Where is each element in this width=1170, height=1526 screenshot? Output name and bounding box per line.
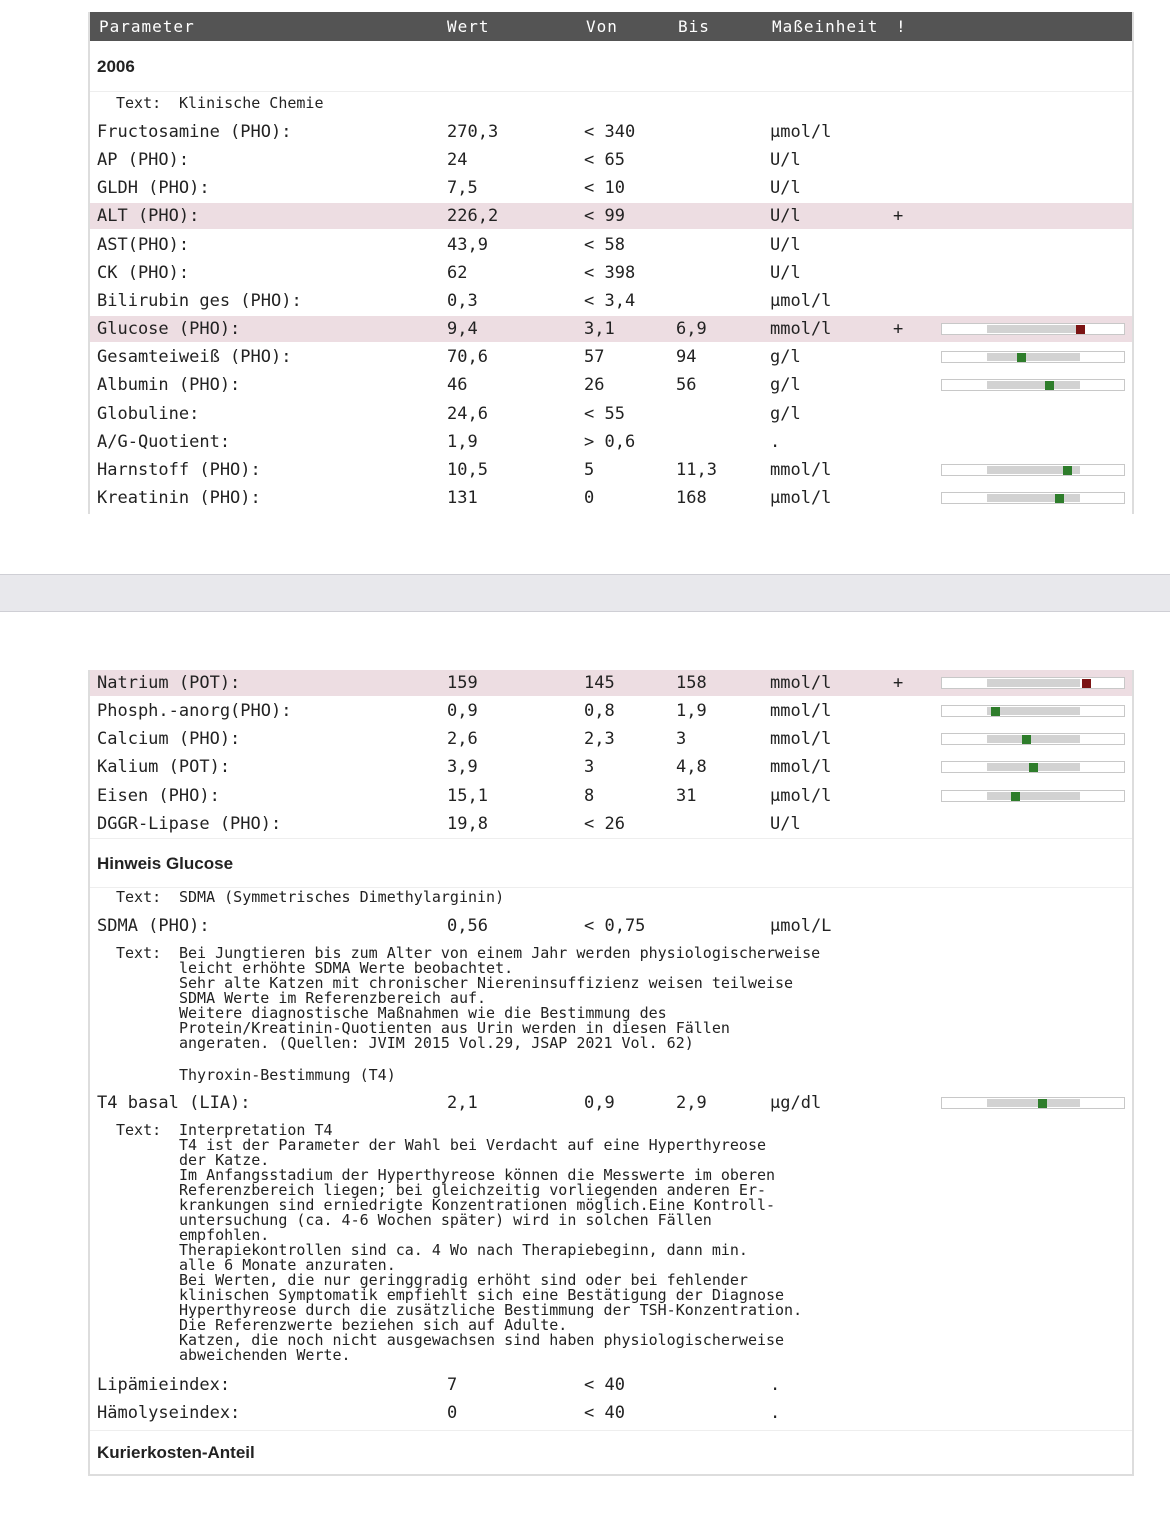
text-line: Protein/Kreatinin-Quotienten aus Urin werden in diesen Fällen bbox=[179, 1019, 730, 1037]
text-klinische-chemie: Text: Klinische Chemie bbox=[116, 94, 324, 112]
top-panel bbox=[88, 12, 1134, 514]
text-line: abweichenden Werte. bbox=[179, 1346, 351, 1364]
param-name: AP (PHO): bbox=[97, 150, 190, 171]
range-bar bbox=[941, 733, 1125, 745]
text-line: Therapiekontrollen sind ca. 4 Wo nach Therapiebeginn, dann min. bbox=[179, 1241, 748, 1259]
table-row bbox=[90, 811, 1132, 837]
table-header bbox=[90, 12, 1132, 41]
param-name: CK (PHO): bbox=[97, 262, 190, 283]
param-name: GLDH (PHO): bbox=[97, 178, 210, 199]
text-t4-note: Text: Interpretation T4 T4 ist der Parameter der Wahl bei Verdacht auf eine Hyperthyreose der Katze. Im Anfangsstadium der Hyperthyreose können die Messwerte im oberen Referenzbereich liegen; bei gleichzeitig vorliegenden anderen Er- krankungen sind erniedrigte Konzentrationen möglich.Eine Kontroll- untersuchung (ca. 4-6 Wochen später) wird in solchen Fällen empfohlen. Therapiekontrollen sind ca. 4 Wo nach Therapiebeginn, dann min. alle 6 Monate anzuraten. Bei Werten, die nur geringgradig erhöht sind oder bei fehlender klinischen Symptomatik empfiehlt sich eine Bestätigung der Diagnose Hyperthyreose durch die zusätzliche Bestimmung der TSH-Konzentration. Die Referenzwerte beziehen sich auf Adulte. Katzen, die noch nicht ausgewachsen sind haben physiologischerweise abweichenden Werte. bbox=[116, 1121, 803, 1364]
param-unit: µg/dl bbox=[770, 1093, 822, 1113]
param-name: Kreatinin (PHO): bbox=[97, 487, 261, 508]
param-flag: + bbox=[893, 319, 904, 340]
range-bar-marker bbox=[1038, 1099, 1047, 1108]
bottom-panel bbox=[88, 670, 1134, 1476]
param-von: 2,3 bbox=[584, 729, 615, 750]
param-value: 2,1 bbox=[447, 1093, 478, 1113]
param-name: Kalium (POT): bbox=[97, 757, 231, 778]
text-line: krankungen sind erniedrigte Konzentrationen möglich.Eine Kontroll- bbox=[179, 1196, 776, 1214]
table-row bbox=[90, 670, 1132, 696]
param-unit: mmol/l bbox=[770, 701, 832, 722]
param-value: 9,4 bbox=[447, 319, 478, 340]
param-unit: . bbox=[770, 1375, 781, 1395]
text-line: Weitere diagnostische Maßnahmen wie die Bestimmung des bbox=[179, 1004, 667, 1022]
range-bar-reference bbox=[987, 494, 1080, 502]
range-bar-reference bbox=[987, 679, 1080, 687]
param-name: Gesamteiweiß (PHO): bbox=[97, 347, 292, 368]
range-bar-marker bbox=[1076, 325, 1085, 334]
text-line: Im Anfangsstadium der Hyperthyreose können die Messwerte im oberen bbox=[179, 1166, 776, 1184]
table-row bbox=[90, 726, 1132, 752]
param-von: < 65 bbox=[584, 150, 625, 171]
table-row bbox=[90, 754, 1132, 780]
text-line: Bei Jungtieren bis zum Alter von einem Jahr werden physiologischerweise bbox=[179, 944, 821, 962]
param-unit: g/l bbox=[770, 403, 801, 424]
param-name: Harnstoff (PHO): bbox=[97, 459, 261, 480]
param-value: 62 bbox=[447, 262, 468, 283]
param-von: < 340 bbox=[584, 122, 636, 142]
param-von: 3 bbox=[584, 757, 595, 778]
param-bis: 168 bbox=[676, 487, 707, 508]
param-name: DGGR-Lipase (PHO): bbox=[97, 813, 282, 834]
param-bis: 1,9 bbox=[676, 701, 707, 722]
param-value: 131 bbox=[447, 487, 478, 508]
param-value: 1,9 bbox=[447, 431, 478, 452]
table-row bbox=[90, 316, 1132, 342]
table-row bbox=[90, 1400, 1132, 1426]
param-von: < 3,4 bbox=[584, 290, 636, 311]
table-row bbox=[90, 119, 1132, 145]
param-unit: U/l bbox=[770, 234, 801, 255]
range-bar-marker bbox=[1082, 679, 1091, 688]
text-sdma-note: Text: Bei Jungtieren bis zum Alter von einem Jahr werden physiologischerweise leicht erhöhte SDMA Werte beobachtet. Sehr alte Katzen mit chronischer Niereninsuffizienz weisen teilweise SDMA Werte im Referenzbereich auf. Weitere diagnostische Maßnahmen wie die Bestimmung des Protein/Kreatinin-Quotienten aus Urin werden in diesen Fällen angeraten. (Quellen: JVIM 2015 Vol.29, JSAP 2021 Vol. 62) bbox=[116, 944, 821, 1052]
param-name: Lipämieindex: bbox=[97, 1375, 231, 1395]
param-unit: µmol/l bbox=[770, 122, 832, 142]
table-row bbox=[90, 1090, 1132, 1116]
text-line: Interpretation T4 bbox=[179, 1121, 333, 1139]
param-unit: g/l bbox=[770, 347, 801, 368]
param-value: 0,3 bbox=[447, 290, 478, 311]
col-einheit: Maßeinheit bbox=[772, 17, 879, 36]
param-value: 7,5 bbox=[447, 178, 478, 199]
param-bis: 2,9 bbox=[676, 1093, 707, 1113]
param-unit: U/l bbox=[770, 262, 801, 283]
param-von: < 40 bbox=[584, 1375, 625, 1395]
param-value: 24 bbox=[447, 150, 468, 171]
range-bar-reference bbox=[987, 1099, 1080, 1107]
param-name: Hämolyseindex: bbox=[97, 1403, 241, 1423]
table-row bbox=[90, 232, 1132, 258]
param-unit: g/l bbox=[770, 375, 801, 396]
scroll-separator bbox=[0, 574, 1170, 612]
param-von: 5 bbox=[584, 459, 595, 480]
range-bar-marker bbox=[1055, 494, 1064, 503]
range-bar-reference bbox=[987, 353, 1080, 361]
col-von: Von bbox=[586, 17, 618, 36]
range-bar-reference bbox=[987, 381, 1080, 389]
range-bar bbox=[941, 1097, 1125, 1109]
param-unit: U/l bbox=[770, 206, 801, 227]
range-bar bbox=[941, 492, 1125, 504]
param-bis: 3 bbox=[676, 729, 687, 750]
param-von: 3,1 bbox=[584, 319, 615, 340]
param-value: 43,9 bbox=[447, 234, 488, 255]
table-row bbox=[90, 1372, 1132, 1398]
param-von: < 40 bbox=[584, 1403, 625, 1423]
table-row bbox=[90, 147, 1132, 173]
table-row bbox=[90, 485, 1132, 511]
param-value: 226,2 bbox=[447, 206, 499, 227]
table-row bbox=[90, 260, 1132, 286]
table-row bbox=[90, 344, 1132, 370]
param-bis: 31 bbox=[676, 785, 697, 806]
table-row bbox=[90, 288, 1132, 314]
param-unit: U/l bbox=[770, 813, 801, 834]
param-von: 57 bbox=[584, 347, 605, 368]
table-row bbox=[90, 457, 1132, 483]
param-value: 19,8 bbox=[447, 813, 488, 834]
param-value: 0 bbox=[447, 1403, 458, 1423]
text-line: Hyperthyreose durch die zusätzliche Bestimmung der TSH-Konzentration. bbox=[179, 1301, 803, 1319]
param-name: T4 basal (LIA): bbox=[97, 1093, 251, 1113]
range-bar bbox=[941, 464, 1125, 476]
param-value: 24,6 bbox=[447, 403, 488, 424]
param-unit: U/l bbox=[770, 178, 801, 199]
param-unit: U/l bbox=[770, 150, 801, 171]
range-bar bbox=[941, 790, 1125, 802]
col-bis: Bis bbox=[678, 17, 710, 36]
table-row bbox=[90, 203, 1132, 229]
text-line: Sehr alte Katzen mit chronischer Niereninsuffizienz weisen teilweise bbox=[179, 974, 794, 992]
param-von: > 0,6 bbox=[584, 431, 636, 452]
text-line: Bei Werten, die nur geringgradig erhöht sind oder bei fehlender bbox=[179, 1271, 748, 1289]
text-line: leicht erhöhte SDMA Werte beobachtet. bbox=[179, 959, 514, 977]
param-von: 0,8 bbox=[584, 701, 615, 722]
text-line: empfohlen. bbox=[179, 1226, 270, 1244]
param-value: 46 bbox=[447, 375, 468, 396]
col-flag: ! bbox=[896, 17, 907, 36]
range-bar bbox=[941, 379, 1125, 391]
param-value: 159 bbox=[447, 673, 478, 693]
section-kurierkosten: Kurierkosten-Anteil bbox=[90, 1430, 1132, 1476]
param-unit: . bbox=[770, 431, 781, 452]
text-line: T4 ist der Parameter der Wahl bei Verdacht auf eine Hyperthyreose bbox=[179, 1136, 766, 1154]
param-von: 8 bbox=[584, 785, 595, 806]
param-name: Phosph.-anorg(PHO): bbox=[97, 701, 292, 722]
param-von: < 55 bbox=[584, 403, 625, 424]
text-line: angeraten. (Quellen: JVIM 2015 Vol.29, JSAP 2021 Vol. 62) bbox=[179, 1034, 694, 1052]
param-unit: mmol/l bbox=[770, 319, 832, 340]
range-bar bbox=[941, 351, 1125, 363]
param-unit: µmol/l bbox=[770, 290, 832, 311]
range-bar-marker bbox=[991, 707, 1000, 716]
param-von: 26 bbox=[584, 375, 605, 396]
param-name: Bilirubin ges (PHO): bbox=[97, 290, 302, 311]
param-unit: mmol/l bbox=[770, 459, 832, 480]
text-thyroxin: Thyroxin-Bestimmung (T4) bbox=[179, 1066, 396, 1084]
table-row bbox=[90, 175, 1132, 201]
param-name: AST(PHO): bbox=[97, 234, 190, 255]
text-line: klinischen Symptomatik empfiehlt sich eine Bestätigung der Diagnose bbox=[179, 1286, 785, 1304]
param-name: Globuline: bbox=[97, 403, 200, 424]
col-parameter: Parameter bbox=[99, 17, 195, 36]
text-line: Die Referenzwerte beziehen sich auf Adulte. bbox=[179, 1316, 568, 1334]
param-unit: µmol/L bbox=[770, 916, 832, 936]
param-unit: mmol/l bbox=[770, 757, 832, 778]
param-value: 3,9 bbox=[447, 757, 478, 778]
text-line: Referenzbereich liegen; bei gleichzeitig vorliegenden anderen Er- bbox=[179, 1181, 766, 1199]
section-year: 2006 bbox=[90, 42, 1132, 92]
range-bar-marker bbox=[1017, 353, 1026, 362]
table-row bbox=[90, 698, 1132, 724]
param-name: Eisen (PHO): bbox=[97, 785, 220, 806]
param-bis: 11,3 bbox=[676, 459, 717, 480]
param-von: 0 bbox=[584, 487, 595, 508]
param-name: SDMA (PHO): bbox=[97, 916, 210, 936]
range-bar-reference bbox=[987, 707, 1080, 715]
param-von: < 26 bbox=[584, 813, 625, 834]
param-unit: µmol/l bbox=[770, 487, 832, 508]
range-bar-reference bbox=[987, 735, 1080, 743]
param-value: 270,3 bbox=[447, 122, 499, 142]
range-bar bbox=[941, 677, 1125, 689]
param-name: A/G-Quotient: bbox=[97, 431, 231, 452]
range-bar-marker bbox=[1045, 381, 1054, 390]
range-bar bbox=[941, 761, 1125, 773]
text-sdma-title: Text: SDMA (Symmetrisches Dimethylarginin) bbox=[116, 888, 505, 906]
param-unit: mmol/l bbox=[770, 729, 832, 750]
param-bis: 158 bbox=[676, 673, 707, 693]
param-value: 10,5 bbox=[447, 459, 488, 480]
param-flag: + bbox=[893, 673, 904, 693]
range-bar bbox=[941, 323, 1125, 335]
range-bar-reference bbox=[987, 792, 1080, 800]
text-line: untersuchung (ca. 4-6 Wochen später) wird in solchen Fällen bbox=[179, 1211, 712, 1229]
param-von: 145 bbox=[584, 673, 615, 693]
range-bar-marker bbox=[1011, 792, 1020, 801]
table-row bbox=[90, 372, 1132, 398]
param-bis: 6,9 bbox=[676, 319, 707, 340]
section-hinweis-glucose: Hinweis Glucose bbox=[90, 838, 1132, 888]
param-value: 0,56 bbox=[447, 916, 488, 936]
param-name: Natrium (POT): bbox=[97, 673, 241, 693]
param-von: < 58 bbox=[584, 234, 625, 255]
param-value: 15,1 bbox=[447, 785, 488, 806]
text-line: SDMA Werte im Referenzbereich auf. bbox=[179, 989, 487, 1007]
table-row bbox=[90, 783, 1132, 809]
param-von: < 10 bbox=[584, 178, 625, 199]
param-unit: mmol/l bbox=[770, 673, 832, 693]
param-flag: + bbox=[893, 206, 904, 227]
range-bar-marker bbox=[1022, 735, 1031, 744]
col-wert: Wert bbox=[447, 17, 490, 36]
range-bar-marker bbox=[1029, 763, 1038, 772]
param-value: 70,6 bbox=[447, 347, 488, 368]
text-line: alle 6 Monate anzuraten. bbox=[179, 1256, 396, 1274]
param-value: 2,6 bbox=[447, 729, 478, 750]
range-bar-reference bbox=[987, 325, 1080, 333]
param-von: 0,9 bbox=[584, 1093, 615, 1113]
range-bar-marker bbox=[1063, 466, 1072, 475]
table-row bbox=[90, 913, 1132, 939]
param-von: < 99 bbox=[584, 206, 625, 227]
param-name: Glucose (PHO): bbox=[97, 319, 241, 340]
table-row bbox=[90, 429, 1132, 455]
param-name: Fructosamine (PHO): bbox=[97, 122, 292, 142]
param-von: < 398 bbox=[584, 262, 636, 283]
range-bar bbox=[941, 705, 1125, 717]
param-von: < 0,75 bbox=[584, 916, 646, 936]
param-bis: 56 bbox=[676, 375, 697, 396]
param-unit: . bbox=[770, 1403, 781, 1423]
text-line: Katzen, die noch nicht ausgewachsen sind haben physiologischerweise bbox=[179, 1331, 785, 1349]
text-line: der Katze. bbox=[179, 1151, 270, 1169]
param-value: 0,9 bbox=[447, 701, 478, 722]
param-name: Albumin (PHO): bbox=[97, 375, 241, 396]
param-value: 7 bbox=[447, 1375, 458, 1395]
table-row bbox=[90, 401, 1132, 427]
param-bis: 94 bbox=[676, 347, 697, 368]
param-bis: 4,8 bbox=[676, 757, 707, 778]
param-name: Calcium (PHO): bbox=[97, 729, 241, 750]
param-unit: µmol/l bbox=[770, 785, 832, 806]
param-name: ALT (PHO): bbox=[97, 206, 200, 227]
